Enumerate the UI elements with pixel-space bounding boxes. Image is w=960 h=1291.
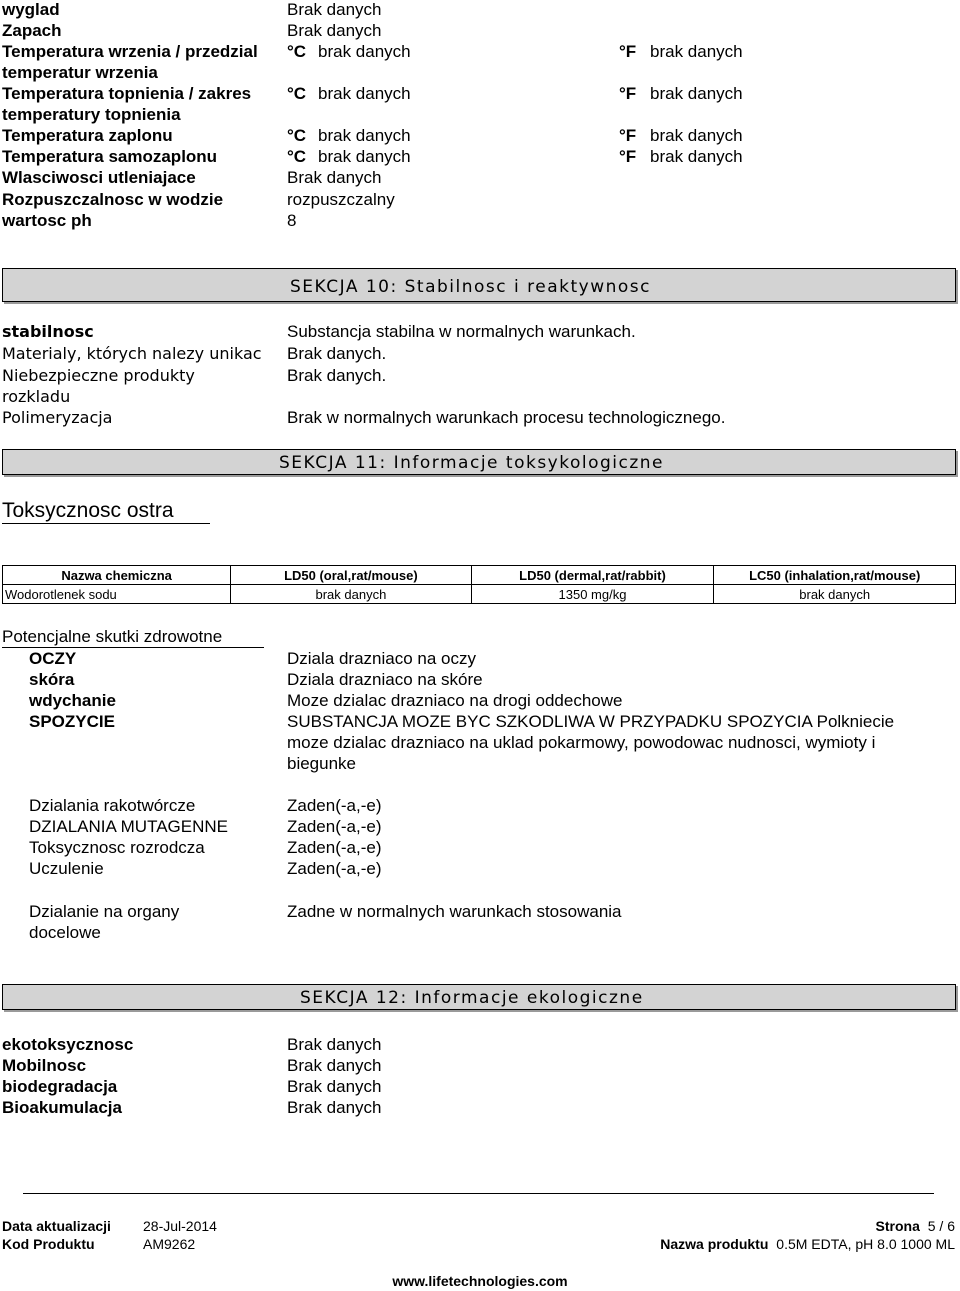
column-header: Nazwa chemiczna — [3, 566, 231, 585]
table-cell: brak danych — [231, 585, 471, 604]
health-value: SUBSTANCJA MOZE BYC SZKODLIWA W PRZYPADKU SPOZYCIA Polkniecie — [287, 712, 895, 731]
section10-label: Polimeryzacja — [2, 408, 113, 427]
footer-date-label: Data aktualizacji — [2, 1218, 111, 1234]
table-header-row — [3, 566, 956, 585]
organ-label: Dzialanie na organy — [29, 902, 180, 921]
chronic-label: Dzialania rakotwórcze — [29, 796, 196, 815]
section-11-title: SEKCJA 11: Informacje toksykologiczne — [279, 453, 665, 473]
column-header: LD50 (dermal,rat/rabbit) — [471, 566, 714, 585]
prop-value: Brak danych — [287, 21, 382, 40]
section-10-header — [2, 268, 956, 302]
fahrenheit-value: brak danych — [650, 147, 743, 166]
fahrenheit-unit: °F — [619, 84, 637, 103]
eco-value: Brak danych — [287, 1035, 382, 1054]
section10-label: Materialy, których nalezy unikac — [2, 344, 262, 363]
fahrenheit-value: brak danych — [650, 126, 743, 145]
fahrenheit-unit: °F — [619, 126, 637, 145]
column-header: LD50 (oral,rat/mouse) — [231, 566, 471, 585]
fahrenheit-unit: °F — [619, 42, 637, 61]
prop-label: Temperatura wrzenia / przedzial — [2, 42, 258, 61]
section10-label-cont: rozkladu — [2, 387, 71, 406]
celsius-unit: °C — [287, 147, 307, 166]
celsius-value: brak danych — [318, 42, 411, 61]
celsius-unit: °C — [287, 42, 307, 61]
eco-value: Brak danych — [287, 1098, 382, 1117]
table-cell: brak danych — [714, 585, 956, 604]
heading-underline — [2, 523, 210, 524]
section-11-header — [2, 449, 956, 475]
table-cell: 1350 mg/kg — [471, 585, 714, 604]
chronic-value: Zaden(-a,-e) — [287, 838, 382, 857]
organ-label-cont: docelowe — [29, 923, 101, 942]
fahrenheit-unit: °F — [619, 147, 637, 166]
health-value: Dziala drazniaco na oczy — [287, 649, 476, 668]
heading-underline — [2, 647, 264, 648]
prop-label: Temperatura zaplonu — [2, 126, 173, 145]
prop-label: wartosc ph — [2, 211, 92, 230]
table-cell: Wodorotlenek sodu — [3, 585, 231, 604]
celsius-value: brak danych — [318, 84, 411, 103]
celsius-value: brak danych — [318, 126, 411, 145]
footer-code-label: Kod Produktu — [2, 1236, 95, 1252]
footer-divider — [23, 1193, 934, 1194]
prop-value: 8 — [287, 211, 297, 230]
health-value-cont: biegunke — [287, 754, 357, 773]
eco-label: Mobilnosc — [2, 1056, 87, 1075]
eco-label: ekotoksycznosc — [2, 1035, 134, 1054]
health-effects-heading: Potencjalne skutki zdrowotne — [2, 627, 223, 646]
chronic-value: Zaden(-a,-e) — [287, 817, 382, 836]
prop-label: Rozpuszczalnosc w wodzie — [2, 190, 224, 209]
prop-label: Zapach — [2, 21, 62, 40]
footer-page-value: 5 / 6 — [927, 1218, 955, 1234]
section10-label: Niebezpieczne produkty — [2, 366, 195, 385]
eco-value: Brak danych — [287, 1077, 382, 1096]
eco-label: Bioakumulacja — [2, 1098, 122, 1117]
prop-label: Temperatura samozaplonu — [2, 147, 218, 166]
celsius-unit: °C — [287, 126, 307, 145]
health-label: wdychanie — [29, 691, 116, 710]
health-value-cont: moze dzialac drazniaco na uklad pokarmowy, powodowac nudnosci, wymioty i — [287, 733, 876, 752]
prop-value: Brak danych — [287, 0, 382, 19]
prop-value: Brak danych — [287, 168, 382, 187]
section10-value: Brak w normalnych warunkach procesu technologicznego. — [287, 408, 726, 427]
footer-date-value: 28-Jul-2014 — [143, 1218, 217, 1234]
chronic-value: Zaden(-a,-e) — [287, 796, 382, 815]
prop-label: wyglad — [2, 0, 60, 19]
footer-page — [876, 1218, 955, 1234]
footer-product — [660, 1236, 955, 1252]
footer-product-label: Nazwa produktu — [660, 1236, 769, 1252]
footer-page-label: Strona — [875, 1218, 920, 1234]
health-label: skóra — [29, 670, 75, 689]
celsius-unit: °C — [287, 84, 307, 103]
health-label: OCZY — [29, 649, 77, 668]
organ-value: Zadne w normalnych warunkach stosowania — [287, 902, 622, 921]
fahrenheit-value: brak danych — [650, 84, 743, 103]
chronic-label: Toksycznosc rozrodcza — [29, 838, 205, 857]
section10-value: Brak danych. — [287, 366, 387, 385]
section10-value: Substancja stabilna w normalnych warunkach. — [287, 322, 636, 341]
eco-label: biodegradacja — [2, 1077, 118, 1096]
chronic-label: Uczulenie — [29, 859, 104, 878]
section10-value: Brak danych. — [287, 344, 387, 363]
footer-code-value: AM9262 — [143, 1236, 196, 1252]
ld50-table — [2, 565, 956, 604]
footer-product-value: 0.5M EDTA, pH 8.0 1000 ML — [776, 1236, 955, 1252]
chronic-label: DZIALANIA MUTAGENNE — [29, 817, 228, 836]
fahrenheit-value: brak danych — [650, 42, 743, 61]
health-value: Dziala drazniaco na skóre — [287, 670, 483, 689]
eco-value: Brak danych — [287, 1056, 382, 1075]
prop-label-cont: temperatury topnienia — [2, 105, 181, 124]
footer-website: www.lifetechnologies.com — [392, 1273, 568, 1289]
prop-label: Wlasciwosci utleniajace — [2, 168, 196, 187]
section-10-title: SEKCJA 10: Stabilnosc i reaktywnosc — [290, 277, 651, 297]
section-12-header — [2, 984, 956, 1010]
prop-label: Temperatura topnienia / zakres — [2, 84, 252, 103]
chronic-value: Zaden(-a,-e) — [287, 859, 382, 878]
acute-toxicity-heading: Toksycznosc ostra — [2, 499, 174, 522]
column-header: LC50 (inhalation,rat/mouse) — [714, 566, 956, 585]
prop-value: rozpuszczalny — [287, 190, 395, 209]
prop-label-cont: temperatur wrzenia — [2, 63, 158, 82]
section10-label: stabilnosc — [2, 322, 94, 341]
table-row — [3, 585, 956, 604]
celsius-value: brak danych — [318, 147, 411, 166]
health-label: SPOZYCIE — [29, 712, 115, 731]
section-12-title: SEKCJA 12: Informacje ekologiczne — [300, 988, 644, 1008]
health-value: Moze dzialac drazniaco na drogi oddechowe — [287, 691, 623, 710]
